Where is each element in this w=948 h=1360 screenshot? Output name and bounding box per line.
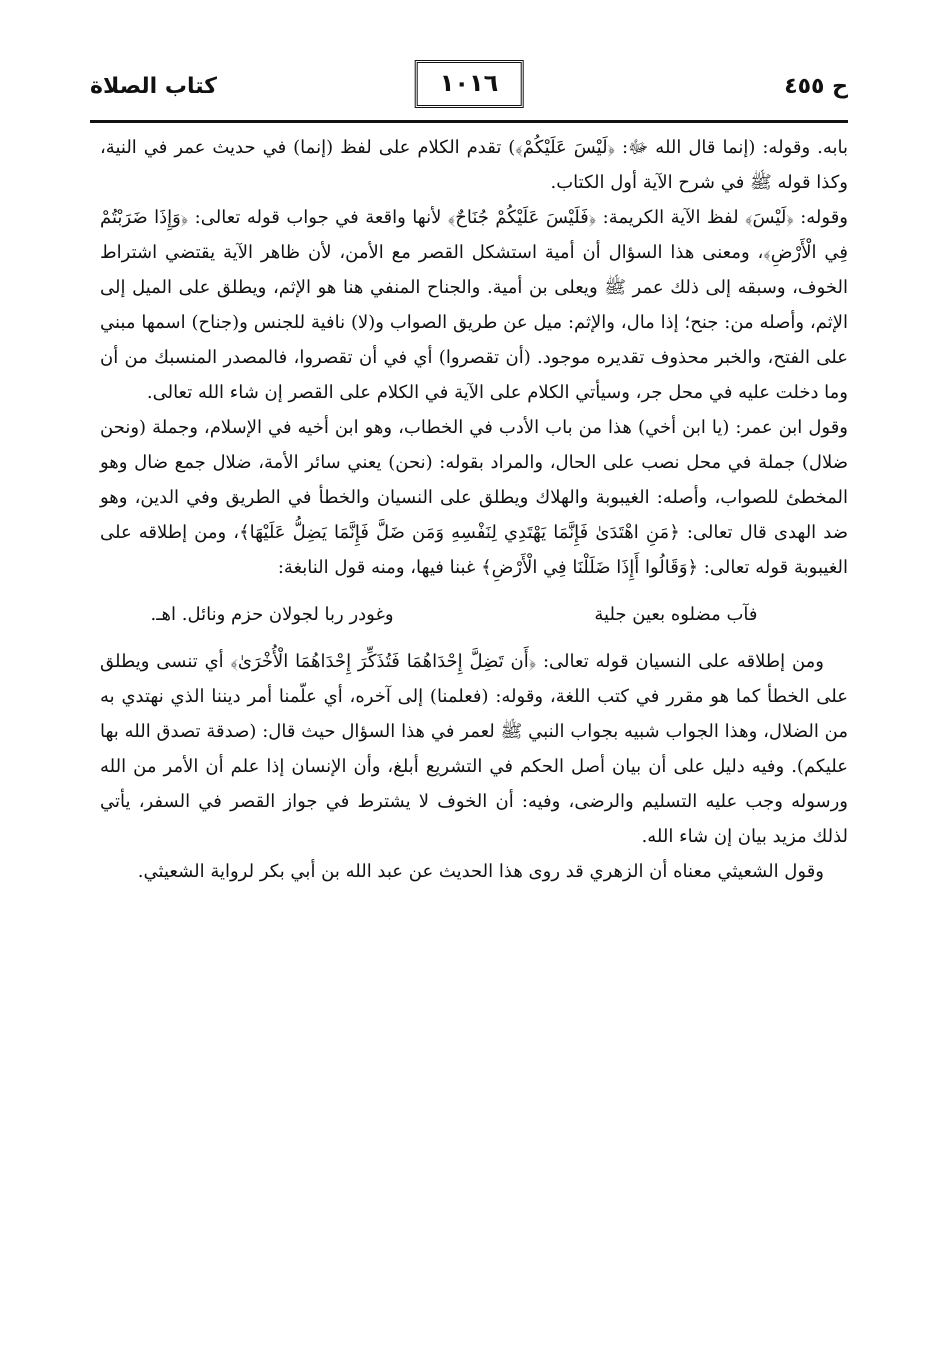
page-body (100, 130, 848, 889)
page-header (90, 58, 848, 123)
hadith-number: ح ٤٥٥ (784, 74, 848, 99)
page-number: ١٠١٦ (415, 60, 524, 108)
poem-second-hemistich: وغودر ربا لجولان حزم ونائل. اهـ. (150, 604, 394, 625)
paragraph: وقوله: ﴿لَيْسَ﴾ لفظ الآية الكريمة: ﴿فَلَيْسَ عَلَيْكُمْ جُنَاحٌ﴾ لأنها واقعة في جواب قوله تعالى: ﴿وَإِذَا ضَرَبْتُمْ فِي الْأَرْضِ﴾، ومعنى هذا السؤال أن أمية استشكل القصر مع الأمن، لأن ظاهر الآية يقتضي اشتراط الخوف، وسبقه إلى ذلك عمر ﷺ ويعلى بن أمية. والجناح المنفي هنا هو الإثم، ويطلق على الميل إلى الإثم، وأصله من: جنح؛ إذا مال، والإثم: ميل عن طريق الصواب و(لا) نافية للجنس و(جناح) اسمها مبني على الفتح، والخبر محذوف تقديره موجود. (أن تقصروا) أي في أن تقصروا، فالمصدر المنسبك من أن وما دخلت عليه في محل جر، وسيأتي الكلام على الآية في الكلام على القصر إن شاء الله تعالى. (100, 207, 849, 403)
paragraph: ومن إطلاقه على النسيان قوله تعالى: ﴿أَن تَضِلَّ إِحْدَاهُمَا فَتُذَكِّرَ إِحْدَاهُمَا الْأُخْرَىٰ﴾ أي تنسى ويطلق على الخطأ كما هو مقرر في كتب اللغة، وقوله: (فعلمنا) إلى آخره، أي علّمنا أمر ديننا الذي نهتدي به من الضلال، وهذا الجواب شبيه بجواب النبي ﷺ لعمر في هذا السؤال حيث قال: (صدقة تصدق الله بها عليكم). وفيه دليل على أن بيان أصل الحكم في التشريع أبلغ، وأن الإنسان إذا علم أن الأمر من الله ورسوله وجب عليه التسليم والرضى، وفيه: أن الخوف لا يشترط في جواز القصر في السفر، يأتي لذلك مزيد بيان إن شاء الله. (100, 651, 848, 847)
poem-first-hemistich: فآب مضلوه بعين جلية (594, 604, 758, 625)
paragraph: وقول ابن عمر: (يا ابن أخي) هذا من باب الأدب في الخطاب، وهو ابن أخيه في الإسلام، وجملة (ونحن ضلال) جملة في محل نصب على الحال، والمراد بقوله: (نحن) يعني سائر الأمة، ضلال جمع ضال وهو المخطئ للصواب، وأصله: الغيبوبة والهلاك ويطلق على النسيان والخطأ في الطريق وفي الدين، وهو ضد الهدى قال تعالى: ﴿مَنِ اهْتَدَىٰ فَإِنَّمَا يَهْتَدِي لِنَفْسِهِ وَمَن ضَلَّ فَإِنَّمَا يَضِلُّ عَلَيْهَا﴾، ومن إطلاقه على الغيبوبة قوله تعالى: ﴿وَقَالُوا أَإِذَا ضَلَلْنَا فِي الْأَرْضِ﴾ غبنا فيها، ومنه قول النابغة: (100, 417, 848, 578)
poem-verse (100, 591, 848, 638)
paragraph: وقول الشعيثي معناه أن الزهري قد روى هذا الحديث عن عبد الله بن أبي بكر لرواية الشعيثي. (137, 861, 824, 882)
chapter-title: كتاب الصلاة (90, 74, 217, 99)
paragraph: بابه. وقوله: (إنما قال الله ﷻ: ﴿لَيْسَ عَلَيْكُمْ﴾) تقدم الكلام على لفظ (إنما) في حديث عمر في النية، وكذا قوله ﷺ في شرح الآية أول الكتاب. (100, 137, 848, 193)
